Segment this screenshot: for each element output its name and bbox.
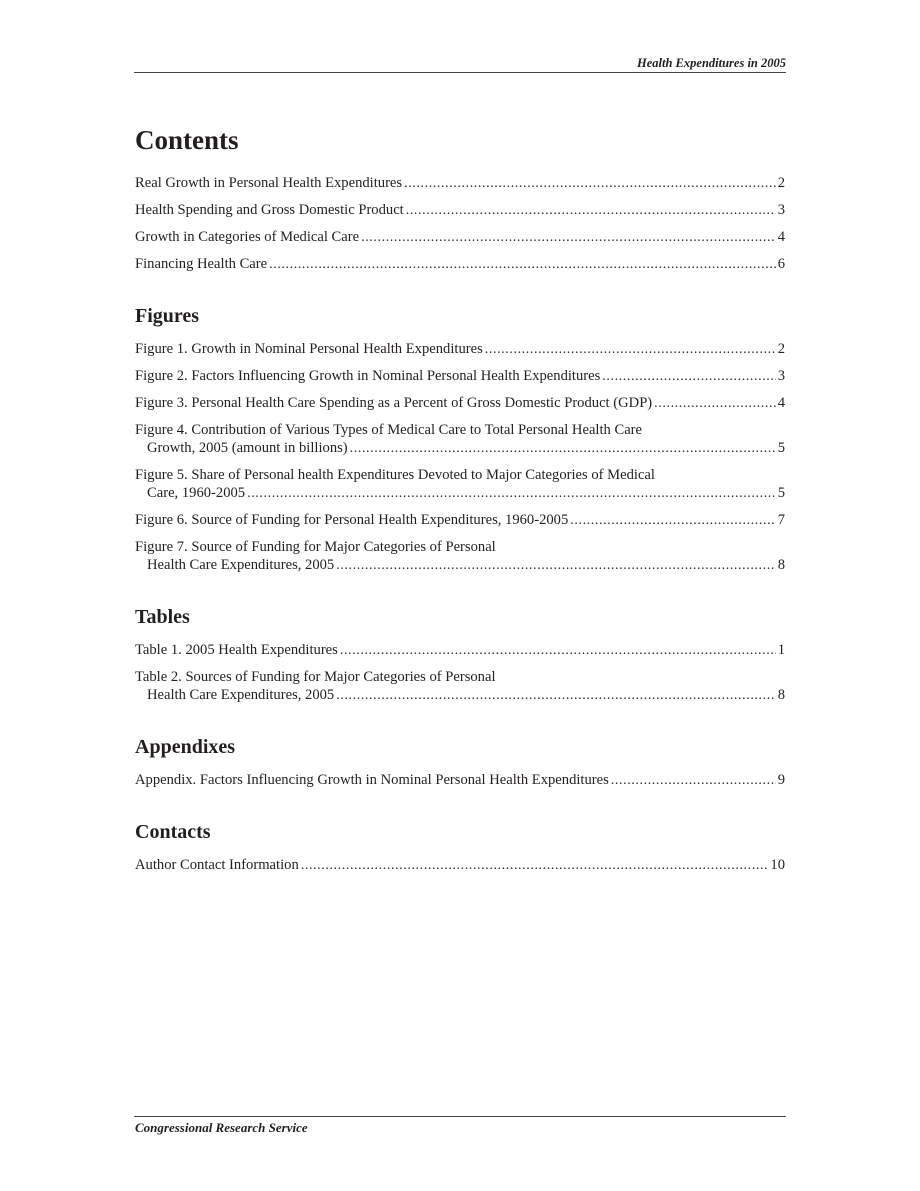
toc-page-number: 2 <box>777 341 785 357</box>
footer-rule <box>134 1116 786 1117</box>
dot-leader <box>350 440 776 458</box>
toc-page-number: 8 <box>777 687 785 703</box>
toc-page-number: 10 <box>770 857 785 873</box>
toc-entry-label: Figure 2. Factors Influencing Growth in Nominal Personal Health Expenditures <box>135 368 601 384</box>
toc-entry-label: Appendix. Factors Influencing Growth in Nominal Personal Health Expenditures <box>135 772 609 788</box>
toc-entry-label-line2: Care, 1960-2005 <box>147 485 246 501</box>
figures-section <box>135 303 785 575</box>
dot-leader <box>406 202 776 220</box>
toc-page-number: 7 <box>777 512 785 528</box>
toc-entry[interactable] <box>135 174 785 193</box>
toc-entry-label-line1: Figure 4. Contribution of Various Types of Medical Care to Total Personal Health Care <box>135 422 643 438</box>
dot-leader <box>340 642 776 660</box>
running-footer: Congressional Research Service <box>135 1120 308 1135</box>
dot-leader <box>247 485 776 503</box>
tables-heading: Tables <box>135 606 190 628</box>
toc-page-number: 3 <box>777 368 785 384</box>
page-title: Contents <box>135 125 239 155</box>
table-of-contents <box>135 122 785 904</box>
running-header: Health Expenditures in 2005 <box>637 56 786 70</box>
toc-page-number: 1 <box>777 642 785 658</box>
toc-entry-label: Figure 1. Growth in Nominal Personal Health Expenditures <box>135 341 483 357</box>
toc-entry-label: Financing Health Care <box>135 256 268 272</box>
toc-page-number: 5 <box>777 440 785 456</box>
dot-leader <box>404 175 776 193</box>
toc-page-number: 4 <box>777 229 785 245</box>
dot-leader <box>485 341 776 359</box>
dot-leader <box>336 557 775 575</box>
toc-page-number: 4 <box>777 395 785 411</box>
appendixes-section <box>135 734 785 790</box>
toc-entry[interactable] <box>135 538 785 575</box>
toc-entry[interactable] <box>135 255 785 274</box>
toc-entry[interactable] <box>135 668 785 705</box>
toc-entry-label: Health Spending and Gross Domestic Product <box>135 202 404 218</box>
toc-entry[interactable] <box>135 856 785 875</box>
toc-entry[interactable] <box>135 201 785 220</box>
toc-entry[interactable] <box>135 340 785 359</box>
toc-entry-label: Author Contact Information <box>135 857 299 873</box>
toc-entry[interactable] <box>135 394 785 413</box>
toc-entry-label-line2: Health Care Expenditures, 2005 <box>147 687 335 703</box>
tables-section <box>135 604 785 705</box>
toc-entry-label: Figure 3. Personal Health Care Spending as a Percent of Gross Domestic Product (GDP) <box>135 395 653 411</box>
toc-entry-label-line2: Health Care Expenditures, 2005 <box>147 557 335 573</box>
figures-heading: Figures <box>135 305 200 327</box>
toc-entry-label-line1: Table 2. Sources of Funding for Major Categories of Personal <box>135 669 496 685</box>
dot-leader <box>602 368 775 386</box>
toc-page-number: 6 <box>777 256 785 272</box>
dot-leader <box>654 395 776 413</box>
toc-entry[interactable] <box>135 511 785 530</box>
contents-section <box>135 122 785 274</box>
toc-entry-label-line1: Figure 7. Source of Funding for Major Categories of Personal <box>135 539 496 555</box>
toc-page-number: 5 <box>777 485 785 501</box>
toc-entry[interactable] <box>135 228 785 247</box>
toc-entry-label: Figure 6. Source of Funding for Personal Health Expenditures, 1960-2005 <box>135 512 569 528</box>
dot-leader <box>570 512 775 530</box>
dot-leader <box>269 256 776 274</box>
toc-page-number: 8 <box>777 557 785 573</box>
header-rule <box>134 72 786 73</box>
toc-entry-label: Table 1. 2005 Health Expenditures <box>135 642 338 658</box>
toc-entry[interactable] <box>135 641 785 660</box>
toc-entry[interactable] <box>135 367 785 386</box>
toc-page-number: 3 <box>777 202 785 218</box>
dot-leader <box>611 772 776 790</box>
contacts-section <box>135 819 785 875</box>
dot-leader <box>361 229 776 247</box>
toc-entry-label-line1: Figure 5. Share of Personal health Expenditures Devoted to Major Categories of Medical <box>135 467 655 483</box>
toc-page-number: 9 <box>777 772 785 788</box>
toc-entry[interactable] <box>135 771 785 790</box>
toc-entry[interactable] <box>135 466 785 503</box>
toc-entry-label: Real Growth in Personal Health Expenditures <box>135 175 403 191</box>
toc-entry-label-line2: Growth, 2005 (amount in billions) <box>147 440 348 456</box>
dot-leader <box>336 687 775 705</box>
toc-page-number: 2 <box>777 175 785 191</box>
toc-entry[interactable] <box>135 421 785 458</box>
contacts-heading: Contacts <box>135 821 211 843</box>
toc-entry-label: Growth in Categories of Medical Care <box>135 229 360 245</box>
dot-leader <box>301 857 769 875</box>
appendixes-heading: Appendixes <box>135 736 236 758</box>
